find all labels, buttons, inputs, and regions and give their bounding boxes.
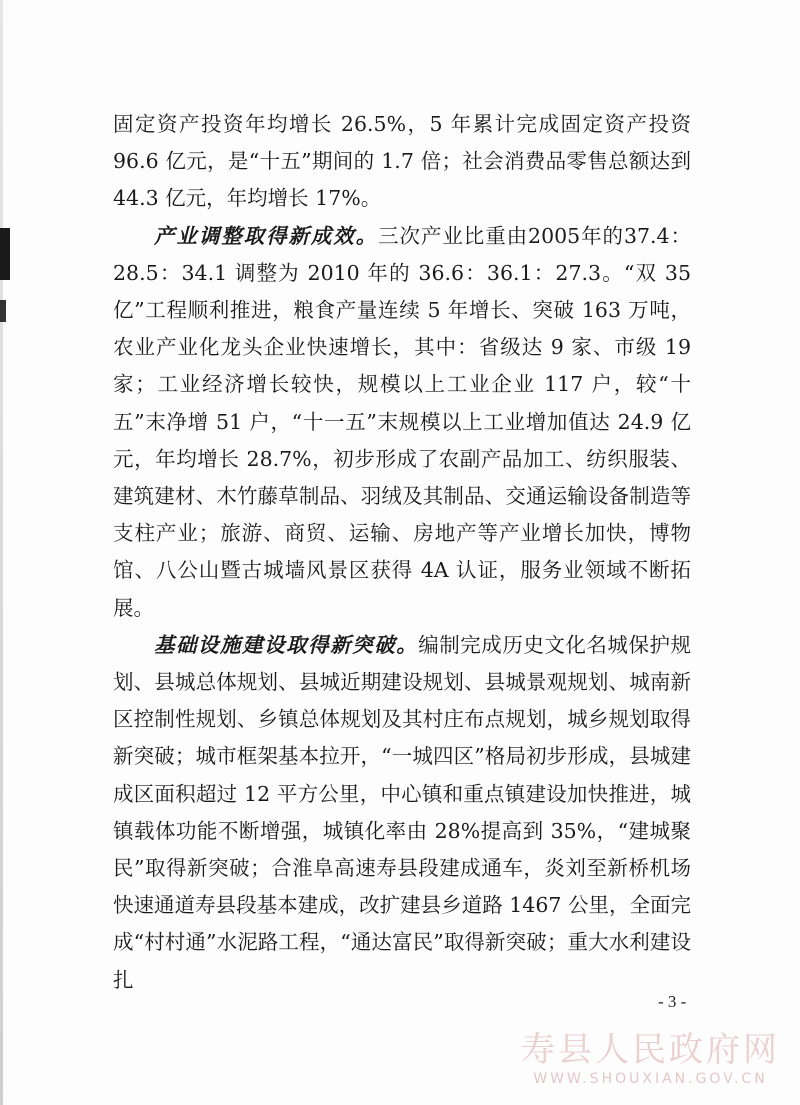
paragraph-lead: 产业调整取得新成效。 [154,223,379,248]
paragraph [113,106,691,218]
watermark [521,1030,780,1088]
paragraph-text: 三次产业比重由2005年的37.4：28.5：34.1 调整为 2010 年的 36.6：36.1：27.3。“双 35 亿”工程顺利推进，粮食产量连续 5 年增长、突破 163 万吨，农业产业化龙头企业快速增长，其中：省级达 9 家、市级 19 家；工业经济增长较快，规模以上工业企业 117 户，较“十五”末净增 51 户，“十一五”末规模以上工业增加值达 24.9 亿元，年均增长 28.7%，初步形成了农副产品加工、纺织服装、建筑建材、木竹藤草制品、羽绒及其制品、交通运输设备制造等支柱产业；旅游、商贸、运输、房地产等产业增长加快，博物馆、八公山暨古城墙风景区获得 4A 认证，服务业领域不断拓展。 [113,223,691,620]
watermark-url: WWW.SHOUXIAN.GOV.CN [533,1071,768,1087]
document-body [113,106,691,999]
watermark-site-name: 寿县人民政府网 [521,1030,780,1070]
paragraph [113,627,691,999]
scan-edge [0,0,3,1105]
paragraph-text: 编制完成历史文化名城保护规划、县城总体规划、县城近期建设规划、县城景观规划、城南新区控制性规划、乡镇总体规划及其村庄布点规划，城乡规划取得新突破；城市框架基本拉开，“一城四区”格局初步形成，县城建成区面积超过 12 平方公里，中心镇和重点镇建设加快推进，城镇载体功能不断增强，城镇化率由 28%提高到 35%，“建城聚民”取得新突破；合淮阜高速寿县段建成通车，炎刘至新桥机场快速通道寿县段基本建成，改扩建县乡道路 1467 公里，全面完成“村村通”水泥路工程，“通达富民”取得新突破；重大水利建设扎 [113,632,691,992]
page-number: - 3 - [658,992,687,1011]
scan-artifact [0,228,10,280]
paragraph-lead: 基础设施建设取得新突破。 [154,632,419,657]
paragraph-text: 固定资产投资年均增长 26.5%，5 年累计完成固定资产投资 96.6 亿元，是“十五”期间的 1.7 倍；社会消费品零售总额达到 44.3 亿元，年均增长 17%。 [113,112,691,211]
paragraph [113,218,691,627]
scan-artifact [0,300,6,322]
